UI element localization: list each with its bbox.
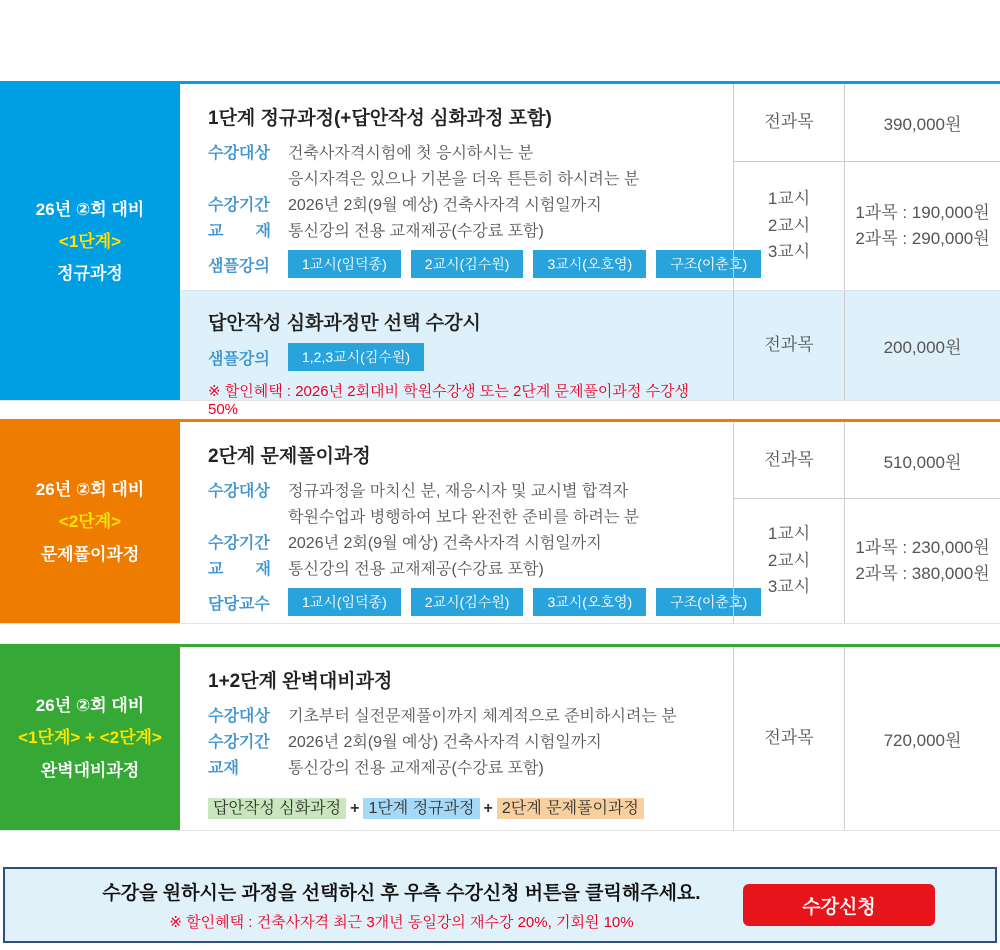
stage2-course-name: 문제풀이과정 <box>40 544 140 564</box>
detail-target <box>208 704 723 730</box>
detail-period <box>208 730 723 756</box>
detail-label: 교재 <box>208 760 239 777</box>
price-line: 1과목 : 190,000원 <box>855 202 990 222</box>
detail-line: 응시자격은 있으나 기본을 더욱 튼튼히 하시려는 분 <box>288 171 640 188</box>
enrollment-banner <box>3 867 997 943</box>
price-cell <box>845 499 1000 623</box>
stage2-stage-label: <2단계> <box>58 512 122 532</box>
enroll-button[interactable]: 수강신청 <box>743 884 935 926</box>
section-stage2-problem-solving <box>0 419 1000 624</box>
course-combination <box>208 795 723 818</box>
price-row-all-subjects <box>733 422 1000 498</box>
sample-lecture-button-4[interactable]: 구조(이춘호) <box>656 250 761 278</box>
stage1-course-info <box>180 84 748 290</box>
subject-cell: 전과목 <box>733 291 845 400</box>
subject-cell <box>733 499 845 623</box>
detail-line: 통신강의 전용 교재제공(수강료 포함) <box>288 760 544 777</box>
sample-lecture-row <box>208 343 723 371</box>
price-line: 2과목 : 380,000원 <box>855 564 990 583</box>
course-title: 1단계 정규과정(+답안작성 심화과정 포함) <box>208 108 552 129</box>
detail-line: 학원수업과 병행하여 보다 완전한 준비를 하려는 분 <box>288 509 640 526</box>
stage2-course-info <box>180 422 748 623</box>
professor-button-4[interactable]: 구조(이춘호) <box>656 588 761 616</box>
price-row-all-subjects <box>733 647 1000 830</box>
banner-discount-note: ※ 할인혜택 : 건축사자격 최근 3개년 동일강의 재수강 20%, 기회원 10% <box>169 914 634 931</box>
stage3-stage-label: <1단계> + <2단계> <box>18 728 162 748</box>
price-cell: 390,000원 <box>883 115 962 134</box>
discount-note: ※ 할인혜택 : 2026년 2회대비 학원수강생 또는 2단계 문제풀이과정 수강생 50% <box>208 383 690 418</box>
price-cell: 720,000원 <box>883 731 962 750</box>
combo-part-intensive: 답안작성 심화과정 <box>208 798 346 819</box>
detail-textbook <box>208 219 723 245</box>
stage1-sidebar <box>0 84 180 400</box>
price-line: 1과목 : 230,000원 <box>855 537 990 557</box>
detail-line: 2026년 2회(9월 예상) 건축사자격 시험일까지 <box>288 734 602 751</box>
sample-lecture-label: 샘플강의 <box>208 350 270 368</box>
detail-line: 통신강의 전용 교재제공(수강료 포함) <box>288 561 544 578</box>
detail-textbook <box>208 756 723 782</box>
professor-button-2[interactable]: 2교시(김수원) <box>411 588 524 616</box>
price-row-per-subject <box>733 498 1000 623</box>
subject-cell: 전과목 <box>733 422 845 498</box>
combo-part-stage2: 2단계 문제풀이과정 <box>497 798 644 819</box>
subject-line: 3교시 <box>767 242 811 262</box>
stage1-optional-row <box>180 290 1000 418</box>
course-title: 1+2단계 완벽대비과정 <box>208 671 393 692</box>
plus-sign: + <box>483 800 493 817</box>
detail-label: 수강대상 <box>208 145 270 162</box>
price-row-all-subjects <box>733 291 1000 400</box>
stage3-course-name: 완벽대비과정 <box>40 760 140 780</box>
subject-line: 2교시 <box>767 215 811 235</box>
subject-line: 2교시 <box>767 550 811 570</box>
stage1-exam-round: 26년 ②회 대비 <box>35 199 145 219</box>
combo-part-stage1: 1단계 정규과정 <box>363 798 479 819</box>
stage1-pricing <box>733 84 1000 290</box>
price-cell <box>845 162 1000 290</box>
subject-cell <box>733 162 845 290</box>
detail-text <box>288 141 639 193</box>
stage1-course-name: 정규과정 <box>57 264 123 284</box>
stage2-pricing <box>733 422 1000 623</box>
detail-label: 수강기간 <box>208 197 270 214</box>
section-gap <box>0 624 1000 644</box>
sample-lecture-button-2[interactable]: 2교시(김수원) <box>411 250 524 278</box>
detail-target <box>208 141 723 193</box>
detail-textbook <box>208 557 723 583</box>
stage1-stage-label: <1단계> <box>58 231 122 251</box>
sample-lecture-button-1[interactable]: 1교시(임덕종) <box>288 250 401 278</box>
stage2-exam-round: 26년 ②회 대비 <box>35 480 145 500</box>
subject-line: 1교시 <box>767 189 811 209</box>
section-gap <box>0 831 1000 867</box>
plus-sign: + <box>350 800 360 817</box>
detail-text <box>288 479 639 531</box>
course-title: 답안작성 심화과정만 선택 수강시 <box>208 313 481 334</box>
detail-label: 교 재 <box>208 561 271 578</box>
stage3-course-info <box>180 647 733 830</box>
professor-button-3[interactable]: 3교시(오호영) <box>533 588 646 616</box>
sample-lecture-button-3[interactable]: 3교시(오호영) <box>533 250 646 278</box>
detail-line: 2026년 2회(9월 예상) 건축사자격 시험일까지 <box>288 197 602 214</box>
detail-label: 수강기간 <box>208 734 270 751</box>
subject-line: 1교시 <box>767 524 811 544</box>
detail-label: 교 재 <box>208 223 271 240</box>
detail-period <box>208 531 723 557</box>
price-cell: 510,000원 <box>883 452 962 472</box>
detail-line: 기초부터 실전문제풀이까지 체계적으로 준비하시려는 분 <box>288 708 677 725</box>
detail-label: 수강대상 <box>208 708 270 725</box>
professor-label: 담당교수 <box>208 595 270 613</box>
course-title: 2단계 문제풀이과정 <box>208 446 371 467</box>
subject-cell: 전과목 <box>733 84 845 161</box>
stage3-exam-round: 26년 ②회 대비 <box>35 696 145 716</box>
stage1-main-row <box>180 84 1000 290</box>
section-stage1-regular <box>0 81 1000 418</box>
price-row-all-subjects <box>733 84 1000 161</box>
price-line: 2과목 : 290,000원 <box>855 229 990 248</box>
sample-lecture-row <box>208 250 748 278</box>
detail-label: 수강기간 <box>208 535 270 552</box>
optional-course-info <box>180 291 733 418</box>
stage3-pricing <box>733 647 1000 830</box>
detail-line: 2026년 2회(9월 예상) 건축사자격 시험일까지 <box>288 535 602 552</box>
banner-message: 수강을 원하시는 과정을 선택하신 후 우측 수강신청 버튼을 클릭해주세요. <box>102 883 701 904</box>
detail-target <box>208 479 723 531</box>
detail-line: 통신강의 전용 교재제공(수강료 포함) <box>288 223 544 240</box>
sample-lecture-button[interactable]: 1,2,3교시(김수원) <box>288 343 424 371</box>
subject-line: 3교시 <box>767 577 811 597</box>
banner-text <box>5 878 743 932</box>
section-stage1plus2-complete <box>0 644 1000 831</box>
detail-label: 수강대상 <box>208 483 270 500</box>
professor-row <box>208 588 748 616</box>
detail-line: 건축사자격시험에 첫 응시하시는 분 <box>288 145 534 162</box>
price-cell: 200,000원 <box>883 338 962 357</box>
top-spacer <box>0 0 1000 81</box>
detail-period <box>208 193 723 219</box>
sample-lecture-label: 샘플강의 <box>208 257 270 275</box>
detail-line: 정규과정을 마치신 분, 재응시자 및 교시별 합격자 <box>288 483 629 500</box>
stage2-main-row <box>180 422 1000 623</box>
price-row-per-subject <box>733 161 1000 290</box>
stage3-sidebar <box>0 647 180 830</box>
stage2-sidebar <box>0 422 180 623</box>
subject-cell: 전과목 <box>733 647 845 830</box>
optional-pricing <box>733 291 1000 400</box>
stage3-main-row <box>180 647 1000 830</box>
professor-button-1[interactable]: 1교시(임덕종) <box>288 588 401 616</box>
